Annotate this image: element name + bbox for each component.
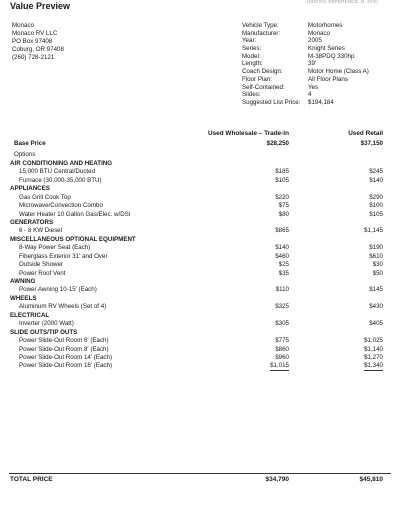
row-name: 6 - 8 KW Diesel bbox=[19, 227, 62, 235]
row-wholesale-value: $28,250 bbox=[266, 140, 289, 147]
row-retail-value: $105 bbox=[369, 210, 383, 218]
vehicle-spec-label: Coach Design: bbox=[242, 68, 283, 76]
row-name: Power Slide-Out Room 6' (Each) bbox=[19, 337, 109, 345]
table-row bbox=[0, 212, 400, 220]
row-retail-value: $1,145 bbox=[364, 227, 383, 235]
vehicle-spec-label: Suggested List Price: bbox=[242, 98, 301, 106]
dealer-line: (260) 728-2121 bbox=[12, 54, 55, 61]
row-wholesale-value: $35 bbox=[278, 269, 289, 277]
row-retail-value: $1,025 bbox=[364, 337, 383, 345]
vehicle-spec-label: Floor Plan: bbox=[242, 75, 272, 83]
column-header-retail: Used Retail bbox=[348, 130, 383, 137]
vehicle-spec-row bbox=[242, 85, 369, 93]
row-name: APPLIANCES bbox=[10, 185, 50, 193]
vehicle-spec-label: Vehicle Type: bbox=[242, 22, 279, 29]
row-retail-value: $245 bbox=[369, 168, 383, 176]
vehicle-spec-label: Year: bbox=[242, 37, 257, 45]
row-name: Power Awning 10-15' (Each) bbox=[19, 286, 97, 294]
row-retail-value: $50 bbox=[372, 269, 383, 277]
row-wholesale-value: $105 bbox=[275, 176, 289, 184]
vehicle-spec-value: $194,184 bbox=[308, 98, 334, 106]
row-name: SLIDE OUTS/TIP OUTS bbox=[10, 328, 78, 336]
row-retail-value: $145 bbox=[369, 286, 383, 294]
row-name: Fiberglass Exterior 31' and Over bbox=[19, 252, 108, 260]
vehicle-spec-label: Series: bbox=[242, 45, 262, 53]
row-wholesale-value: $185 bbox=[275, 168, 289, 176]
total-wholesale: $34,790 bbox=[265, 476, 289, 483]
table-row bbox=[0, 271, 400, 279]
vehicle-spec-value: 39' bbox=[308, 60, 317, 68]
row-name: Outside Shower bbox=[19, 261, 64, 269]
dealer-address bbox=[12, 23, 64, 63]
row-name: Power Slide-Out Room 16' (Each) bbox=[19, 362, 112, 370]
vehicle-spec-value: M-38PDQ 330hp bbox=[308, 52, 355, 60]
vehicle-spec-label: Self-Contained: bbox=[242, 83, 285, 91]
row-retail-value: $430 bbox=[369, 303, 383, 311]
vehicle-spec-label: Slides: bbox=[242, 91, 261, 99]
vehicle-spec-value: 2005 bbox=[308, 37, 322, 45]
row-wholesale-value: $865 bbox=[275, 227, 289, 235]
row-name: Power Slide-Out Room 8' (Each) bbox=[19, 345, 109, 353]
row-name: AIR CONDITIONING AND HEATING bbox=[10, 159, 113, 167]
row-wholesale-value: $75 bbox=[278, 202, 289, 210]
total-retail: $45,810 bbox=[359, 476, 383, 483]
table-row bbox=[0, 287, 400, 295]
vehicle-spec-value: Motorhomes bbox=[308, 22, 343, 29]
row-retail-value: $405 bbox=[369, 320, 383, 328]
row-name: MISCELLANEOUS OPTIONAL EQUIPMENT bbox=[10, 235, 136, 243]
total-divider bbox=[9, 473, 391, 474]
valuation-table bbox=[0, 141, 400, 372]
row-name: Furnace (30,000-35,000 BTU) bbox=[19, 176, 102, 184]
dealer-line: Monaco bbox=[12, 22, 35, 29]
row-name: Power Slide-Out Room 14' (Each) bbox=[19, 353, 112, 361]
vehicle-spec-value: Monaco bbox=[308, 29, 331, 37]
row-name: 8-Way Power Seat (Each) bbox=[19, 244, 91, 252]
row-name: GENERATORS bbox=[10, 218, 54, 226]
row-retail-value: $37,150 bbox=[360, 140, 383, 147]
vehicle-spec-label: Model: bbox=[242, 52, 261, 60]
row-wholesale-value: $305 bbox=[275, 320, 289, 328]
row-retail-value: $1,270 bbox=[364, 353, 383, 361]
dealer-line: PO Box 97408 bbox=[12, 38, 53, 45]
row-retail-value: $190 bbox=[369, 244, 383, 252]
row-wholesale-value: $220 bbox=[275, 193, 289, 201]
row-wholesale-value: $860 bbox=[275, 345, 289, 353]
row-name: Inverter (2000 Watt) bbox=[19, 320, 74, 328]
vehicle-specs bbox=[242, 23, 369, 108]
row-wholesale-value: $25 bbox=[278, 261, 289, 269]
column-header-wholesale: Used Wholesale – Trade-In bbox=[208, 130, 289, 137]
vehicle-spec-value: Yes bbox=[308, 83, 319, 91]
row-retail-value: $30 bbox=[372, 261, 383, 269]
row-name: Options bbox=[14, 151, 36, 159]
vehicle-spec-label: Length: bbox=[242, 60, 263, 68]
row-name: Gas Grill Cook Top bbox=[19, 193, 71, 201]
row-wholesale-value: $1,015 bbox=[270, 362, 289, 370]
row-wholesale-value: $460 bbox=[275, 252, 289, 260]
row-retail-value: $1,140 bbox=[364, 345, 383, 353]
total-label: TOTAL PRICE bbox=[10, 476, 53, 483]
row-retail-value: $100 bbox=[369, 202, 383, 210]
vehicle-spec-value: 4 bbox=[308, 91, 312, 99]
row-retail-value: $290 bbox=[369, 193, 383, 201]
table-row bbox=[0, 304, 400, 312]
row-wholesale-value: $110 bbox=[275, 286, 289, 294]
table-row bbox=[0, 178, 400, 186]
row-name: Water Heater 10 Gallon Gas/Elec. w/DSI bbox=[19, 210, 131, 218]
vehicle-spec-value: All Floor Plans bbox=[308, 75, 348, 83]
row-wholesale-value: $775 bbox=[275, 337, 289, 345]
row-retail-value: $140 bbox=[369, 176, 383, 184]
row-name: Base Price bbox=[14, 140, 46, 147]
vehicle-spec-value: Knight Series bbox=[308, 45, 345, 53]
vehicle-spec-row bbox=[242, 100, 369, 108]
dealer-line: Monaco RV LLC bbox=[12, 30, 58, 37]
table-row bbox=[0, 141, 400, 149]
row-wholesale-value: $960 bbox=[275, 353, 289, 361]
vehicle-spec-row bbox=[242, 31, 369, 39]
row-name: WHEELS bbox=[10, 294, 37, 302]
row-wholesale-value: $140 bbox=[275, 244, 289, 252]
vehicle-spec-label: Manufacturer: bbox=[242, 29, 281, 37]
row-wholesale-value: $80 bbox=[278, 210, 289, 218]
table-row bbox=[0, 363, 400, 371]
row-retail-value: $610 bbox=[369, 252, 383, 260]
row-retail-value: $1,340 bbox=[364, 362, 383, 370]
row-name: Aluminum RV Wheels (Set of 4) bbox=[19, 303, 107, 311]
vehicle-spec-row bbox=[242, 38, 369, 46]
row-name: ELECTRICAL bbox=[10, 311, 50, 319]
page-watermark: (DIGITAL REFERENCE: N. 2XX) bbox=[306, 0, 378, 4]
dealer-line: Coburg, OR 97408 bbox=[12, 46, 64, 53]
row-name: 15,000 BTU Central/Ducted bbox=[19, 168, 96, 176]
row-wholesale-value: $325 bbox=[275, 303, 289, 311]
row-name: Power Roof Vent bbox=[19, 269, 66, 277]
page-title: Value Preview bbox=[10, 1, 71, 11]
row-name: AWNING bbox=[10, 278, 36, 285]
row-name: Microwave/Convection Combo bbox=[19, 202, 103, 210]
vehicle-spec-value: Motor Home (Class A) bbox=[308, 68, 369, 76]
